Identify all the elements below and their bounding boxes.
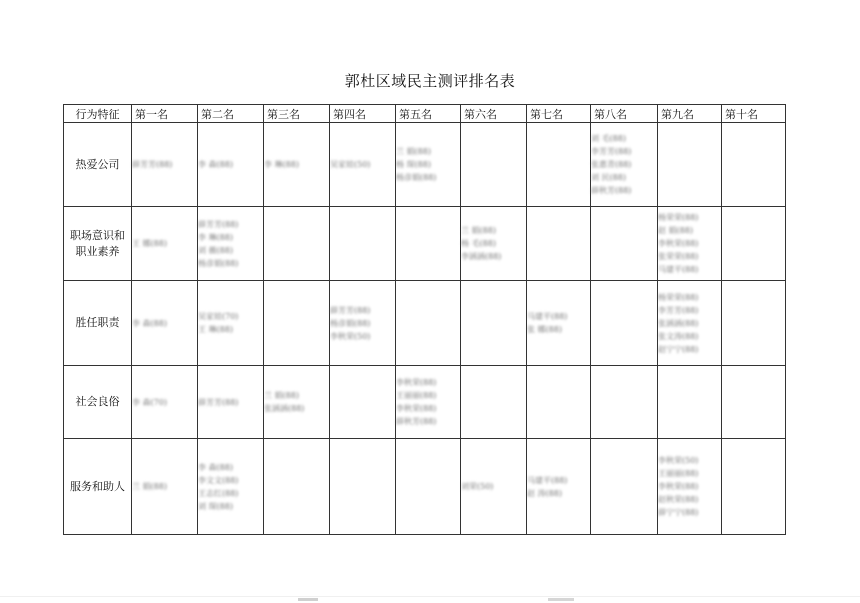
rated-name: 张 娜(88) <box>527 325 562 334</box>
rank-cell <box>591 207 658 281</box>
rank-cell <box>198 281 264 366</box>
rank-cell <box>591 281 658 366</box>
rank-cell <box>198 366 264 439</box>
rated-name: 赵 涛(88) <box>527 488 562 498</box>
rank-cell <box>722 207 786 281</box>
rank-cell <box>330 439 396 535</box>
rank-cell <box>264 281 330 366</box>
rated-name: 李 森(88) <box>198 462 233 472</box>
rated-name: 李秋荣(88) <box>396 378 437 387</box>
rank-cell <box>722 281 786 366</box>
rank-cell <box>658 123 722 207</box>
rank-cell <box>330 366 396 439</box>
rank-cell <box>527 281 591 366</box>
rank-cell <box>198 439 264 535</box>
rated-name: 薛芳芳(88) <box>198 397 239 407</box>
rated-name: 李秋荣(88) <box>396 404 437 413</box>
rank-cell <box>591 366 658 439</box>
rank-cell <box>132 207 198 281</box>
rank-cell <box>198 207 264 281</box>
rank-cell <box>461 366 527 439</box>
rank-cell <box>132 123 198 207</box>
table-row <box>64 123 786 207</box>
rated-name: 张文涛(88) <box>658 331 699 341</box>
rank-cell <box>132 281 198 366</box>
rank-cell <box>591 123 658 207</box>
rated-name: 马建平(88) <box>527 475 568 485</box>
rank-cell <box>396 366 461 439</box>
table-body <box>64 123 786 535</box>
feature-label: 胜任职责 <box>64 281 132 366</box>
column-header-rank-1: 第一名 <box>132 105 198 123</box>
feature-label: 社会良俗 <box>64 366 132 439</box>
rated-name: 刘荣(50) <box>461 482 494 491</box>
rated-name: 李 琳(88) <box>264 160 299 169</box>
column-header-rank-6: 第六名 <box>461 105 527 123</box>
rank-cell <box>658 281 722 366</box>
table-row <box>64 207 786 281</box>
rated-name: 薛芳芳(88) <box>198 219 239 229</box>
rank-cell <box>132 366 198 439</box>
column-header-rank-3: 第三名 <box>264 105 330 123</box>
rank-cell <box>396 281 461 366</box>
rank-cell <box>330 207 396 281</box>
rated-name: 兰 娟(88) <box>132 482 167 491</box>
rated-name: 薛芳芳(88) <box>132 160 173 169</box>
rated-name: 李芳芳(88) <box>658 305 699 315</box>
rated-name: 兰 娟(88) <box>396 147 431 156</box>
rated-name: 薛芳芳(88) <box>330 305 371 315</box>
table-row <box>64 281 786 366</box>
rated-name: 刘 民(88) <box>591 173 626 182</box>
rank-cell <box>527 123 591 207</box>
rated-name: 张荣荣(88) <box>658 252 699 261</box>
column-header-feature: 行为特征 <box>64 105 132 123</box>
rated-name: 张涵涵(88) <box>658 318 699 328</box>
rated-name: 李 琳(88) <box>198 232 233 242</box>
rank-cell <box>264 366 330 439</box>
column-header-rank-10: 第十名 <box>722 105 786 123</box>
rank-cell <box>658 366 722 439</box>
rated-name: 杨荣荣(88) <box>658 213 699 222</box>
column-header-rank-9: 第九名 <box>658 105 722 123</box>
rated-name: 李秋荣(88) <box>658 482 699 491</box>
table-row <box>64 366 786 439</box>
rated-name: 李 森(70) <box>132 397 167 407</box>
rank-cell <box>722 366 786 439</box>
feature-label: 服务和助人 <box>64 439 132 535</box>
rated-name: 赵宁宁(88) <box>658 344 699 354</box>
ranking-table <box>63 104 786 535</box>
rank-cell <box>264 207 330 281</box>
rank-cell <box>591 439 658 535</box>
rank-cell <box>461 439 527 535</box>
rated-name: 薛秋芳(88) <box>591 186 632 195</box>
rated-name: 李秋荣(50) <box>330 331 371 341</box>
rated-name: 李 森(88) <box>132 318 167 328</box>
rank-cell <box>396 439 461 535</box>
column-header-rank-8: 第八名 <box>591 105 658 123</box>
rated-name: 薛秋芳(88) <box>396 417 437 426</box>
rated-name: 马建平(88) <box>527 312 568 321</box>
rank-cell <box>461 281 527 366</box>
rank-cell <box>527 207 591 281</box>
rated-name: 王丽丽(88) <box>658 469 699 478</box>
column-header-rank-5: 第五名 <box>396 105 461 123</box>
rank-cell <box>198 123 264 207</box>
rated-name: 杨彦娟(88) <box>396 173 437 182</box>
feature-label: 热爱公司 <box>64 123 132 207</box>
column-header-rank-2: 第二名 <box>198 105 264 123</box>
rank-cell <box>264 123 330 207</box>
rated-name: 王 娜(88) <box>132 239 167 248</box>
rank-cell <box>396 207 461 281</box>
rated-name: 刘 毛(88) <box>591 134 626 143</box>
rated-name: 吴家娃(70) <box>198 312 239 321</box>
rank-cell <box>396 123 461 207</box>
rank-cell <box>461 123 527 207</box>
rated-name: 杨 琛(88) <box>396 160 431 169</box>
rank-cell <box>722 439 786 535</box>
rated-name: 王志红(88) <box>198 488 239 498</box>
column-header-rank-7: 第七名 <box>527 105 591 123</box>
column-header-rank-4: 第四名 <box>330 105 396 123</box>
rated-name: 杨彦娟(88) <box>198 258 239 268</box>
feature-label: 职场意识和职业素养 <box>64 207 132 281</box>
rank-cell <box>461 207 527 281</box>
rank-cell <box>330 123 396 207</box>
rated-name: 张涵涵(88) <box>264 404 305 413</box>
rated-name: 杨荣荣(88) <box>658 292 699 302</box>
rated-name: 刘 琛(88) <box>198 501 233 511</box>
rank-cell <box>658 207 722 281</box>
rated-name: 王丽丽(88) <box>396 391 437 400</box>
rated-name: 张惠青(88) <box>591 160 632 169</box>
rated-name: 兰 娟(88) <box>461 226 496 235</box>
rated-name: 薛宁宁(88) <box>658 508 699 517</box>
table-row <box>64 439 786 535</box>
rank-cell <box>132 439 198 535</box>
header-row <box>64 105 786 123</box>
rated-name: 刘 薇(88) <box>198 245 233 255</box>
rated-name: 李 森(88) <box>198 160 233 169</box>
rated-name: 李涵涵(88) <box>461 252 502 261</box>
rated-name: 赵 娟(88) <box>658 226 693 235</box>
rank-cell <box>330 281 396 366</box>
rank-cell <box>527 366 591 439</box>
rated-name: 李芳芳(88) <box>591 147 632 156</box>
page-title: 郭杜区域民主测评排名表 <box>344 72 516 90</box>
rank-cell <box>722 123 786 207</box>
rated-name: 赵秋荣(88) <box>658 495 699 504</box>
rated-name: 王 琳(88) <box>198 325 233 334</box>
rank-cell <box>658 439 722 535</box>
rated-name: 吴家娃(50) <box>330 160 371 169</box>
rated-name: 马建平(88) <box>658 265 699 274</box>
rated-name: 李文文(88) <box>198 475 239 485</box>
rated-name: 杨 毛(88) <box>461 239 496 248</box>
rated-name: 兰 娟(88) <box>264 391 299 400</box>
rated-name: 李秋荣(50) <box>658 456 699 465</box>
rank-cell <box>527 439 591 535</box>
rated-name: 李秋荣(88) <box>658 239 699 248</box>
rated-name: 杨彦娟(88) <box>330 318 371 328</box>
rank-cell <box>264 439 330 535</box>
